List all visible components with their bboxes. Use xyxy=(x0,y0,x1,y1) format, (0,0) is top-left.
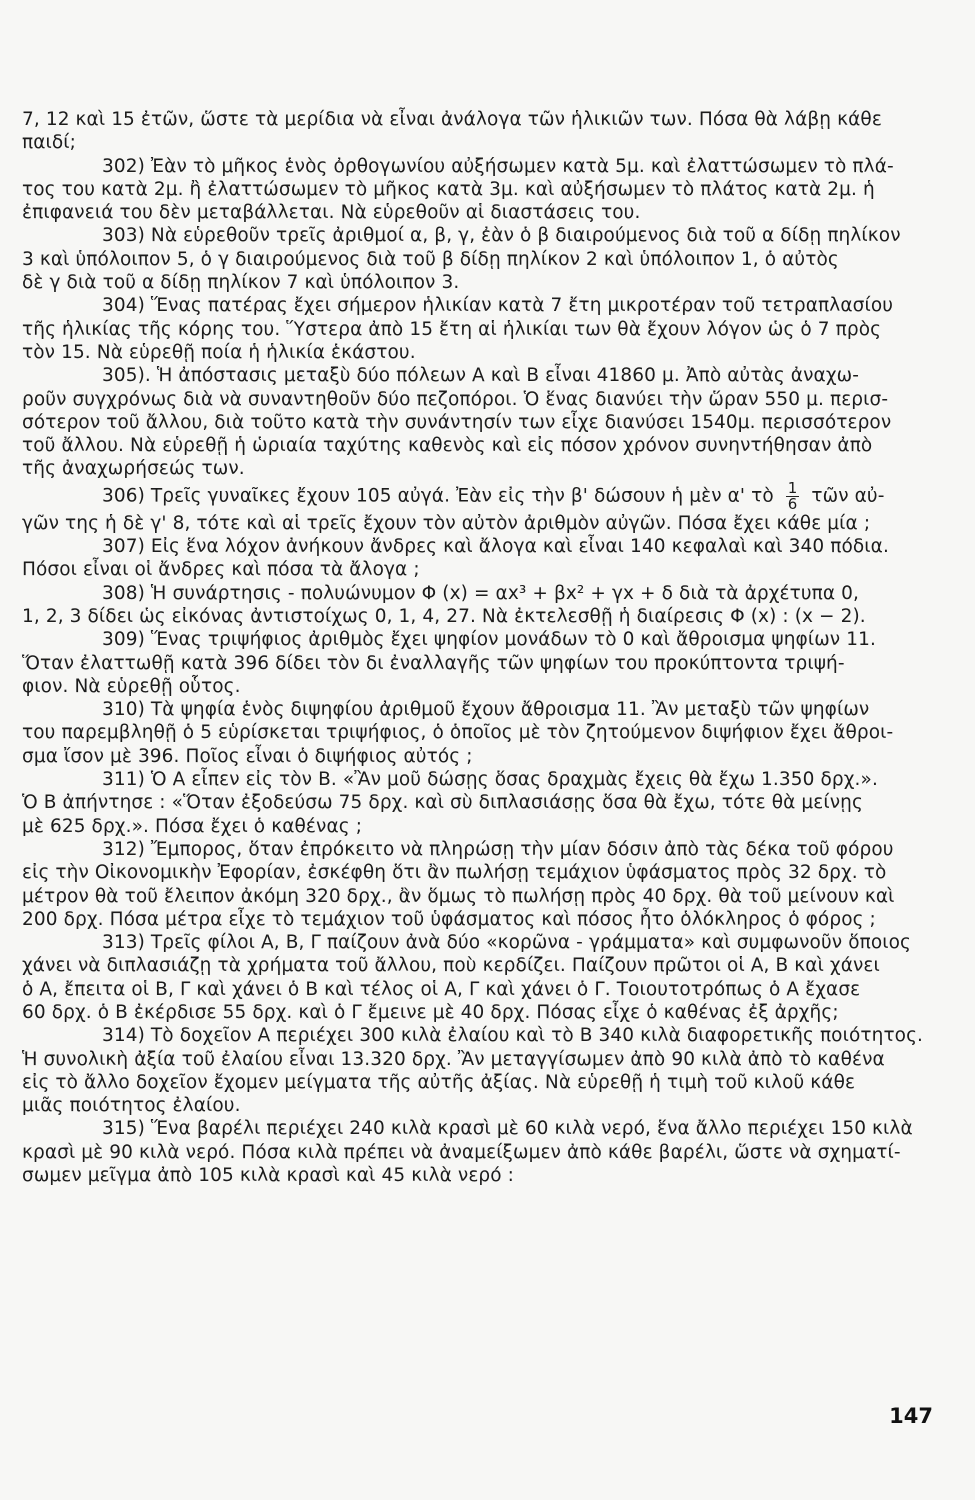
text-line: 3 καὶ ὑπόλοιπον 5, ὁ γ διαιρούμενος διὰ τοῦ β δίδῃ πηλίκον 2 καὶ ὑπόλοιπον 1, ὁ αὐτὸς xyxy=(22,248,839,270)
exercise-313: 313) Τρεῖς φίλοι Α, Β, Γ παίζουν ἀνὰ δύο «κορῶνα - γράμματα» καὶ συμφωνοῦν ὅποιος xyxy=(102,932,912,954)
text-segment: τῶν αὐ- xyxy=(811,485,885,507)
text-line: 60 δρχ. ὁ Β ἐκέρδισε 55 δρχ. καὶ ὁ Γ ἔμεινε μὲ 40 δρχ. Πόσας εἶχε ὁ καθένας ἐξ ἀρχῆς; xyxy=(22,1001,839,1023)
text-line: μιᾶς ποιότητος ἐλαίου. xyxy=(22,1095,241,1117)
exercise-304: 304) Ἕνας πατέρας ἔχει σήμερον ἡλικίαν κατὰ 7 ἔτη μικροτέραν τοῦ τετραπλασίου xyxy=(102,295,894,317)
text-line: δὲ γ διὰ τοῦ α δίδῃ πηλίκον 7 καὶ ὑπόλοιπον 3. xyxy=(22,272,460,294)
text-line: τῆς ἀναχωρήσεώς των. xyxy=(22,458,245,480)
text-line: μὲ 625 δρχ.». Πόσα ἔχει ὁ καθένας ; xyxy=(22,815,363,837)
text-line: 7, 12 καὶ 15 ἐτῶν, ὥστε τὰ μερίδια νὰ εἶναι ἀνάλογα τῶν ἡλικιῶν των. Πόσα θὰ λάβῃ κάθε xyxy=(22,109,882,130)
exercise-306 xyxy=(22,478,927,513)
exercise-303: 303) Νὰ εὑρεθοῦν τρεῖς ἀριθμοί α, β, γ, ἐὰν ὁ β διαιρούμενος διὰ τοῦ α δίδῃ πηλίκον xyxy=(102,225,901,247)
text-line: του παρεμβληθῇ ὁ 5 εὑρίσκεται τριψήφιος, ὁ ὁποῖος μὲ τὸν ζητούμενον διψήφιον ἔχει ἄθροι- xyxy=(22,722,894,744)
text-line: γῶν της ἡ δὲ γ' 8, τότε καὶ αἱ τρεῖς ἔχουν τὸν αὐτὸν ἀριθμὸν αὐγῶν. Πόσα ἔχει κάθε μία ; xyxy=(22,512,871,534)
exercise-text xyxy=(22,108,927,1187)
text-line: φιον. Νὰ εὑρεθῇ οὗτος. xyxy=(22,675,241,697)
text-line: τοῦ ἄλλου. Νὰ εὑρεθῇ ἡ ὡριαία ταχύτης καθενὸς καὶ εἰς πόσον χρόνον συνηντήθησαν ἀπὸ xyxy=(22,435,873,457)
exercise-312: 312) Ἔμπορος, ὅταν ἐπρόκειτο νὰ πληρώσῃ τὴν μίαν δόσιν ἀπὸ τὰς δέκα τοῦ φόρου xyxy=(102,838,894,860)
text-line: εἰς τὴν Οἰκονομικὴν Ἐφορίαν, ἐσκέφθη ὅτι ἂν πωλήσῃ τεμάχιον ὑφάσματος πρὸς 32 δρχ. τὸ xyxy=(22,862,887,884)
text-line: σωμεν μεῖγμα ἀπὸ 105 κιλὰ κρασὶ καὶ 45 κιλὰ νερό : xyxy=(22,1165,514,1187)
text-line: κρασὶ μὲ 90 κιλὰ νερό. Πόσα κιλὰ πρέπει νὰ ἀναμείξωμεν ἀπὸ κάθε βαρέλι, ὥστε νὰ σχηματί- xyxy=(22,1141,901,1163)
text-line: 200 δρχ. Πόσα μέτρα εἶχε τὸ τεμάχιον τοῦ ὑφάσματος καὶ πόσος ἦτο ὁλόκληρος ὁ φόρος ; xyxy=(22,908,876,930)
text-line: 1, 2, 3 δίδει ὡς εἰκόνας ἀντιστοίχως 0, 1, 4, 27. Νὰ ἐκτελεσθῇ ἡ διαίρεσις Φ (x) : (x − 2). xyxy=(22,605,866,627)
text-line: παιδί; xyxy=(22,132,77,154)
exercise-311: 311) Ὁ Α εἶπεν εἰς τὸν Β. «Ἂν μοῦ δώσῃς ὅσας δραχμὰς ἔχεις θὰ ἔχω 1.350 δρχ.». xyxy=(102,769,878,791)
text-line: χάνει νὰ διπλασιάζῃ τὰ χρήματα τοῦ ἄλλου, ποὺ κερδίζει. Παίζουν πρῶτοι οἱ Α, Β καὶ χάνει xyxy=(22,955,880,977)
exercise-315: 315) Ἕνα βαρέλι περιέχει 240 κιλὰ κρασὶ μὲ 60 κιλὰ νερό, ἕνα ἄλλο περιέχει 150 κιλὰ xyxy=(102,1118,913,1140)
text-line: εἰς τὸ ἄλλο δοχεῖον ἔχομεν μείγματα τῆς αὐτῆς ἀξίας. Νὰ εὑρεθῇ ἡ τιμὴ τοῦ κιλοῦ κάθε xyxy=(22,1071,856,1093)
exercise-309: 309) Ἕνας τριψήφιος ἀριθμὸς ἔχει ψηφίον μονάδων τὸ 0 καὶ ἄθροισμα ψηφίων 11. xyxy=(102,629,876,651)
fraction-numerator: 1 xyxy=(787,478,798,497)
exercise-307: 307) Εἰς ἕνα λόχον ἀνήκουν ἄνδρες καὶ ἄλογα καὶ εἶναι 140 κεφαλαὶ καὶ 340 πόδια. xyxy=(102,536,889,558)
exercise-302: 302) Ἐὰν τὸ μῆκος ἑνὸς ὀρθογωνίου αὐξήσωμεν κατὰ 5μ. καὶ ἐλαττώσωμεν τὸ πλά- xyxy=(102,155,894,177)
text-line: ὁ Α, ἔπειτα οἱ Β, Γ καὶ χάνει ὁ Β καὶ τέλος οἱ Α, Γ καὶ χάνει ὁ Γ. Τοιουτοτρόπως ὁ Α ἔχασε xyxy=(22,978,861,1000)
page-number: 147 xyxy=(889,1404,933,1428)
text-line: τὸν 15. Νὰ εὑρεθῇ ποία ἡ ἡλικία ἑκάστου. xyxy=(22,341,416,363)
text-line: σότερον τοῦ ἄλλου, διὰ τοῦτο κατὰ τὴν συνάντησίν των εἶχε διανύσει 1540μ. περισσότερον xyxy=(22,411,892,433)
exercise-305: 305). Ἡ ἀπόστασις μεταξὺ δύο πόλεων Α καὶ Β εἶναι 41860 μ. Ἀπὸ αὐτὰς ἀναχω- xyxy=(102,365,859,387)
text-segment: 306) Τρεῖς γυναῖκες ἔχουν 105 αὐγά. Ἐὰν εἰς τὴν β' δώσουν ἡ μὲν α' τὸ xyxy=(102,485,774,507)
text-line: τῆς ἡλικίας τῆς κόρης του. Ὕστερα ἀπὸ 15 ἔτη αἱ ἡλικίαι των θὰ ἔχουν λόγον ὡς ὁ 7 πρὸς xyxy=(22,318,882,340)
text-line: Πόσοι εἶναι οἱ ἄνδρες καὶ πόσα τὰ ἄλογα ; xyxy=(22,559,420,581)
fraction-one-sixth xyxy=(786,478,800,513)
exercise-310: 310) Τὰ ψηφία ἑνὸς διψηφίου ἀριθμοῦ ἔχουν ἄθροισμα 11. Ἂν μεταξὺ τῶν ψηφίων xyxy=(102,699,870,721)
fraction-denominator: 6 xyxy=(787,494,798,513)
exercise-314: 314) Τὸ δοχεῖον Α περιέχει 300 κιλὰ ἐλαίου καὶ τὸ Β 340 κιλὰ διαφορετικῆς ποιότητος. xyxy=(102,1025,924,1047)
text-line: τος του κατὰ 2μ. ἢ ἐλαττώσωμεν τὸ μῆκος κατὰ 3μ. καὶ αὐξήσωμεν τὸ πλάτος κατὰ 2μ. ἡ xyxy=(22,178,875,200)
text-line: Ὁ Β ἀπήντησε : «Ὅταν ἐξοδεύσω 75 δρχ. καὶ σὺ διπλασιάσῃς ὅσα θὰ ἔχω, τότε θὰ μείνῃς xyxy=(22,792,863,814)
text-line: σμα ἴσον μὲ 396. Ποῖος εἶναι ὁ διψήφιος αὐτός ; xyxy=(22,745,473,767)
exercise-308: 308) Ἡ συνάρτησις - πολυώνυμον Φ (x) = αx³ + βx² + γx + δ διὰ τὰ ἀρχέτυπα 0, xyxy=(102,582,860,604)
text-line: ἐπιφανειά του δὲν μεταβάλλεται. Νὰ εὑρεθοῦν αἱ διαστάσεις του. xyxy=(22,202,641,224)
text-line: Ἡ συνολικὴ ἀξία τοῦ ἐλαίου εἶναι 13.320 δρχ. Ἂν μεταγγίσωμεν ἀπὸ 90 κιλὰ ἀπὸ τὸ καθένα xyxy=(22,1048,885,1070)
text-line: Ὅταν ἐλαττωθῇ κατὰ 396 δίδει τὸν δι ἐναλλαγῆς τῶν ψηφίων του προκύπτοντα τριψή- xyxy=(22,652,845,674)
text-line: μέτρον θὰ τοῦ ἔλειπον ἀκόμη 320 δρχ., ἂν ὅμως τὸ πωλήσῃ πρὸς 40 δρχ. θὰ τοῦ μείνουν καὶ xyxy=(22,885,895,907)
text-line: ροῦν συγχρόνως διὰ νὰ συναντηθοῦν δύο πεζοπόροι. Ὁ ἕνας διανύει τὴν ὥραν 550 μ. περισ- xyxy=(22,388,889,410)
